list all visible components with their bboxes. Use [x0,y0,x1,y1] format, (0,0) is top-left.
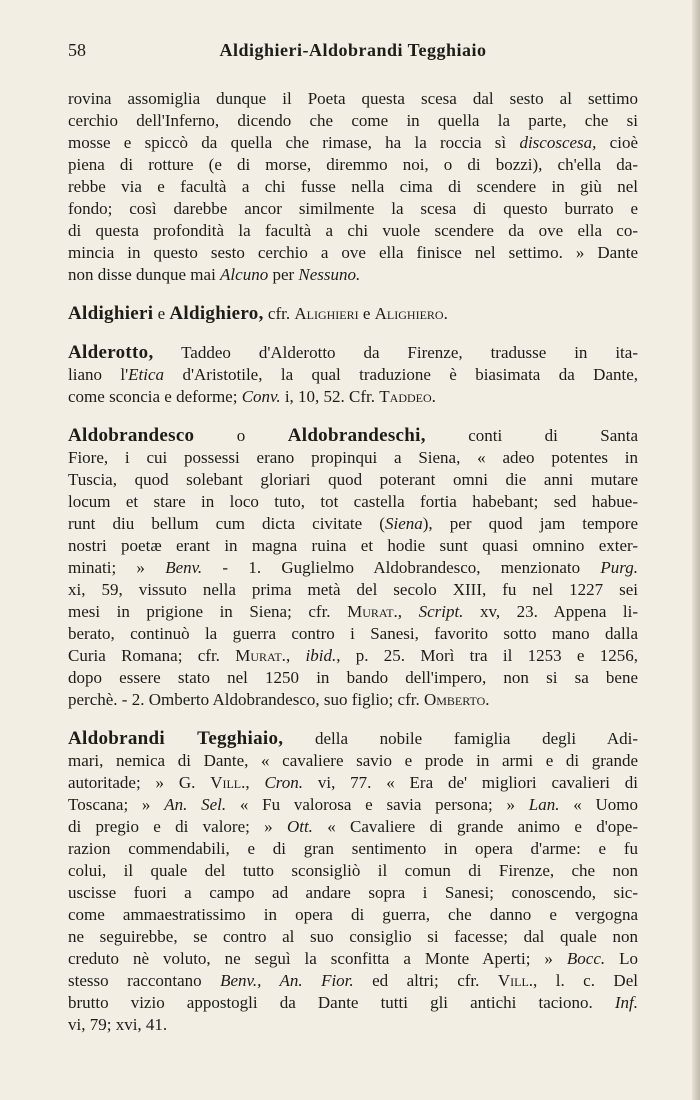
text-line: Aldighieri e Aldighiero, cfr. Alighieri e Alighiero. [68,303,448,324]
entry-aldobrandi-tegghiaio [68,728,638,1036]
text-line: non disse dunque mai Alcuno per Nessuno. [68,265,361,284]
text-line: Aldobrandesco o Aldobrandeschi, conti di Santa [68,425,639,446]
text-line: creduto nè voluto, ne seguì la sconfitta a Monte Aperti; » Bocc. Lo [68,949,638,968]
text-line: Tuscia, quod solebant gloriari quod poterant omni die anni mutare [68,470,638,489]
text-line: brutto vizio appostogli da Dante tutti gli antichi taciono. Inf. [68,993,638,1012]
text-line: berato, continuò la guerra contro i Sanesi, favorito sotto mano dalla [68,624,638,643]
text-line: Aldobrandi Tegghiaio, della nobile famiglia degli Adi- [68,728,638,749]
entry-alderotto [68,342,638,408]
text-line: xi, 59, vissuto nella prima metà del secolo XIII, fu nel 1227 sei [68,580,638,599]
text-line: runt diu bellum cum dicta civitate (Siena), per quod jam tempore [68,514,638,533]
text-line: minati; » Benv. - 1. Guglielmo Aldobrandesco, menzionato Purg. [68,558,638,577]
text-line: Curia Romana; cfr. Murat., ibid., p. 25. Morì tra il 1253 e 1256, [68,646,639,665]
headword: Aldighiero, [169,303,264,324]
headword: Aldighieri [68,303,154,324]
text-line: colui, il quale del tutto sconsigliò il comun di Firenze, che non [68,861,638,880]
headword: Aldobrandesco [68,425,195,446]
text-line: mosse e spiccò da quella che rimase, ha la roccia sì discoscesa, cioè [68,133,638,152]
text-line: autoritade; » G. Vill., Cron. vi, 77. « Era de' migliori cavalieri di [68,773,639,792]
text-line: stesso raccontano Benv., An. Fior. ed altri; cfr. Vill., l. c. Del [68,971,638,990]
text-line: rebbe via e facultà a chi fusse nella cima di scendere in giù nel [68,177,638,196]
text-line: di questa profondità la facultà a chi vuole scendere da ove ella co- [68,221,638,240]
text-line: Toscana; » An. Sel. « Fu valorosa e savia persona; » Lan. « Uomo [68,795,638,814]
text-line: liano l'Etica d'Aristotile, la qual traduzione è biasimata da Dante, [68,365,639,384]
page-header [68,40,638,64]
text-line: cerchio dell'Inferno, dicendo che come in quella la parte, che si [68,111,638,130]
page-body [68,88,638,1036]
text-line: mesi in prigione in Siena; cfr. Murat., Script. xv, 23. Appena li- [68,602,639,621]
page-number: 58 [68,40,86,60]
continuation-paragraph [68,88,638,286]
text-line: di pregio e di valore; » Ott. « Cavaliere di grande animo e d'ope- [68,817,638,836]
running-head: Aldighieri-Aldobrandi Tegghiaio [219,40,487,60]
text-line: Alderotto, Taddeo d'Alderotto da Firenze, tradusse in ita- [68,342,638,363]
text-line: razion commendabili, e di gran sentimento in opera d'arme: e fu [68,839,638,858]
headword: Aldobrandeschi, [287,425,426,446]
page-edge-shadow [692,0,700,1100]
entry-aldighieri [68,303,638,325]
text-line: mari, nemica di Dante, « cavaliere savio e prode in armi e di grande [68,751,638,770]
text-line: piena di rotture (e di morse, diremmo noi, o di bozzi), ch'ella da- [68,155,638,174]
text-line: vi, 79; xvi, 41. [68,1015,168,1034]
text-line: rovina assomiglia dunque il Poeta questa scesa dal sesto al settimo [68,89,638,108]
text-line: Fiore, i cui possessi erano propinqui a Siena, « adeo potentes in [68,448,638,467]
text-line: come ammaestratissimo in opera di guerra, che danno e vergogna [68,905,638,924]
text-line: perchè. - 2. Omberto Aldobrandesco, suo figlio; cfr. Omberto. [68,690,490,709]
text-line: locum et stare in loco tuto, tot castella fortia habebant; sed habue- [68,492,638,511]
headword: Alderotto, [68,342,154,363]
text-line: mincia in questo sesto cerchio a ove ella finisce nel settimo. » Dante [68,243,638,262]
text-line: dopo essere stato nel 1250 in bando dell'impero, non si sa bene [68,668,638,687]
text-line: come sconcia e deforme; Conv. i, 10, 52. Cfr. Taddeo. [68,387,436,406]
text-line: ne seguirebbe, se contro al suo consiglio si facesse; dal quale non [68,927,638,946]
entry-aldobrandesco [68,425,638,711]
text-line: fondo; così darebbe ancor similmente la scesa di questo burrato e [68,199,638,218]
text-line: nostri poetæ erant in magna ruina et hodie sunt quasi omnino exter- [68,536,638,555]
text-line: uscisse fuori a campo ad andare sopra i Sanesi; conoscendo, sic- [68,883,638,902]
headword: Aldobrandi Tegghiaio, [68,728,284,749]
